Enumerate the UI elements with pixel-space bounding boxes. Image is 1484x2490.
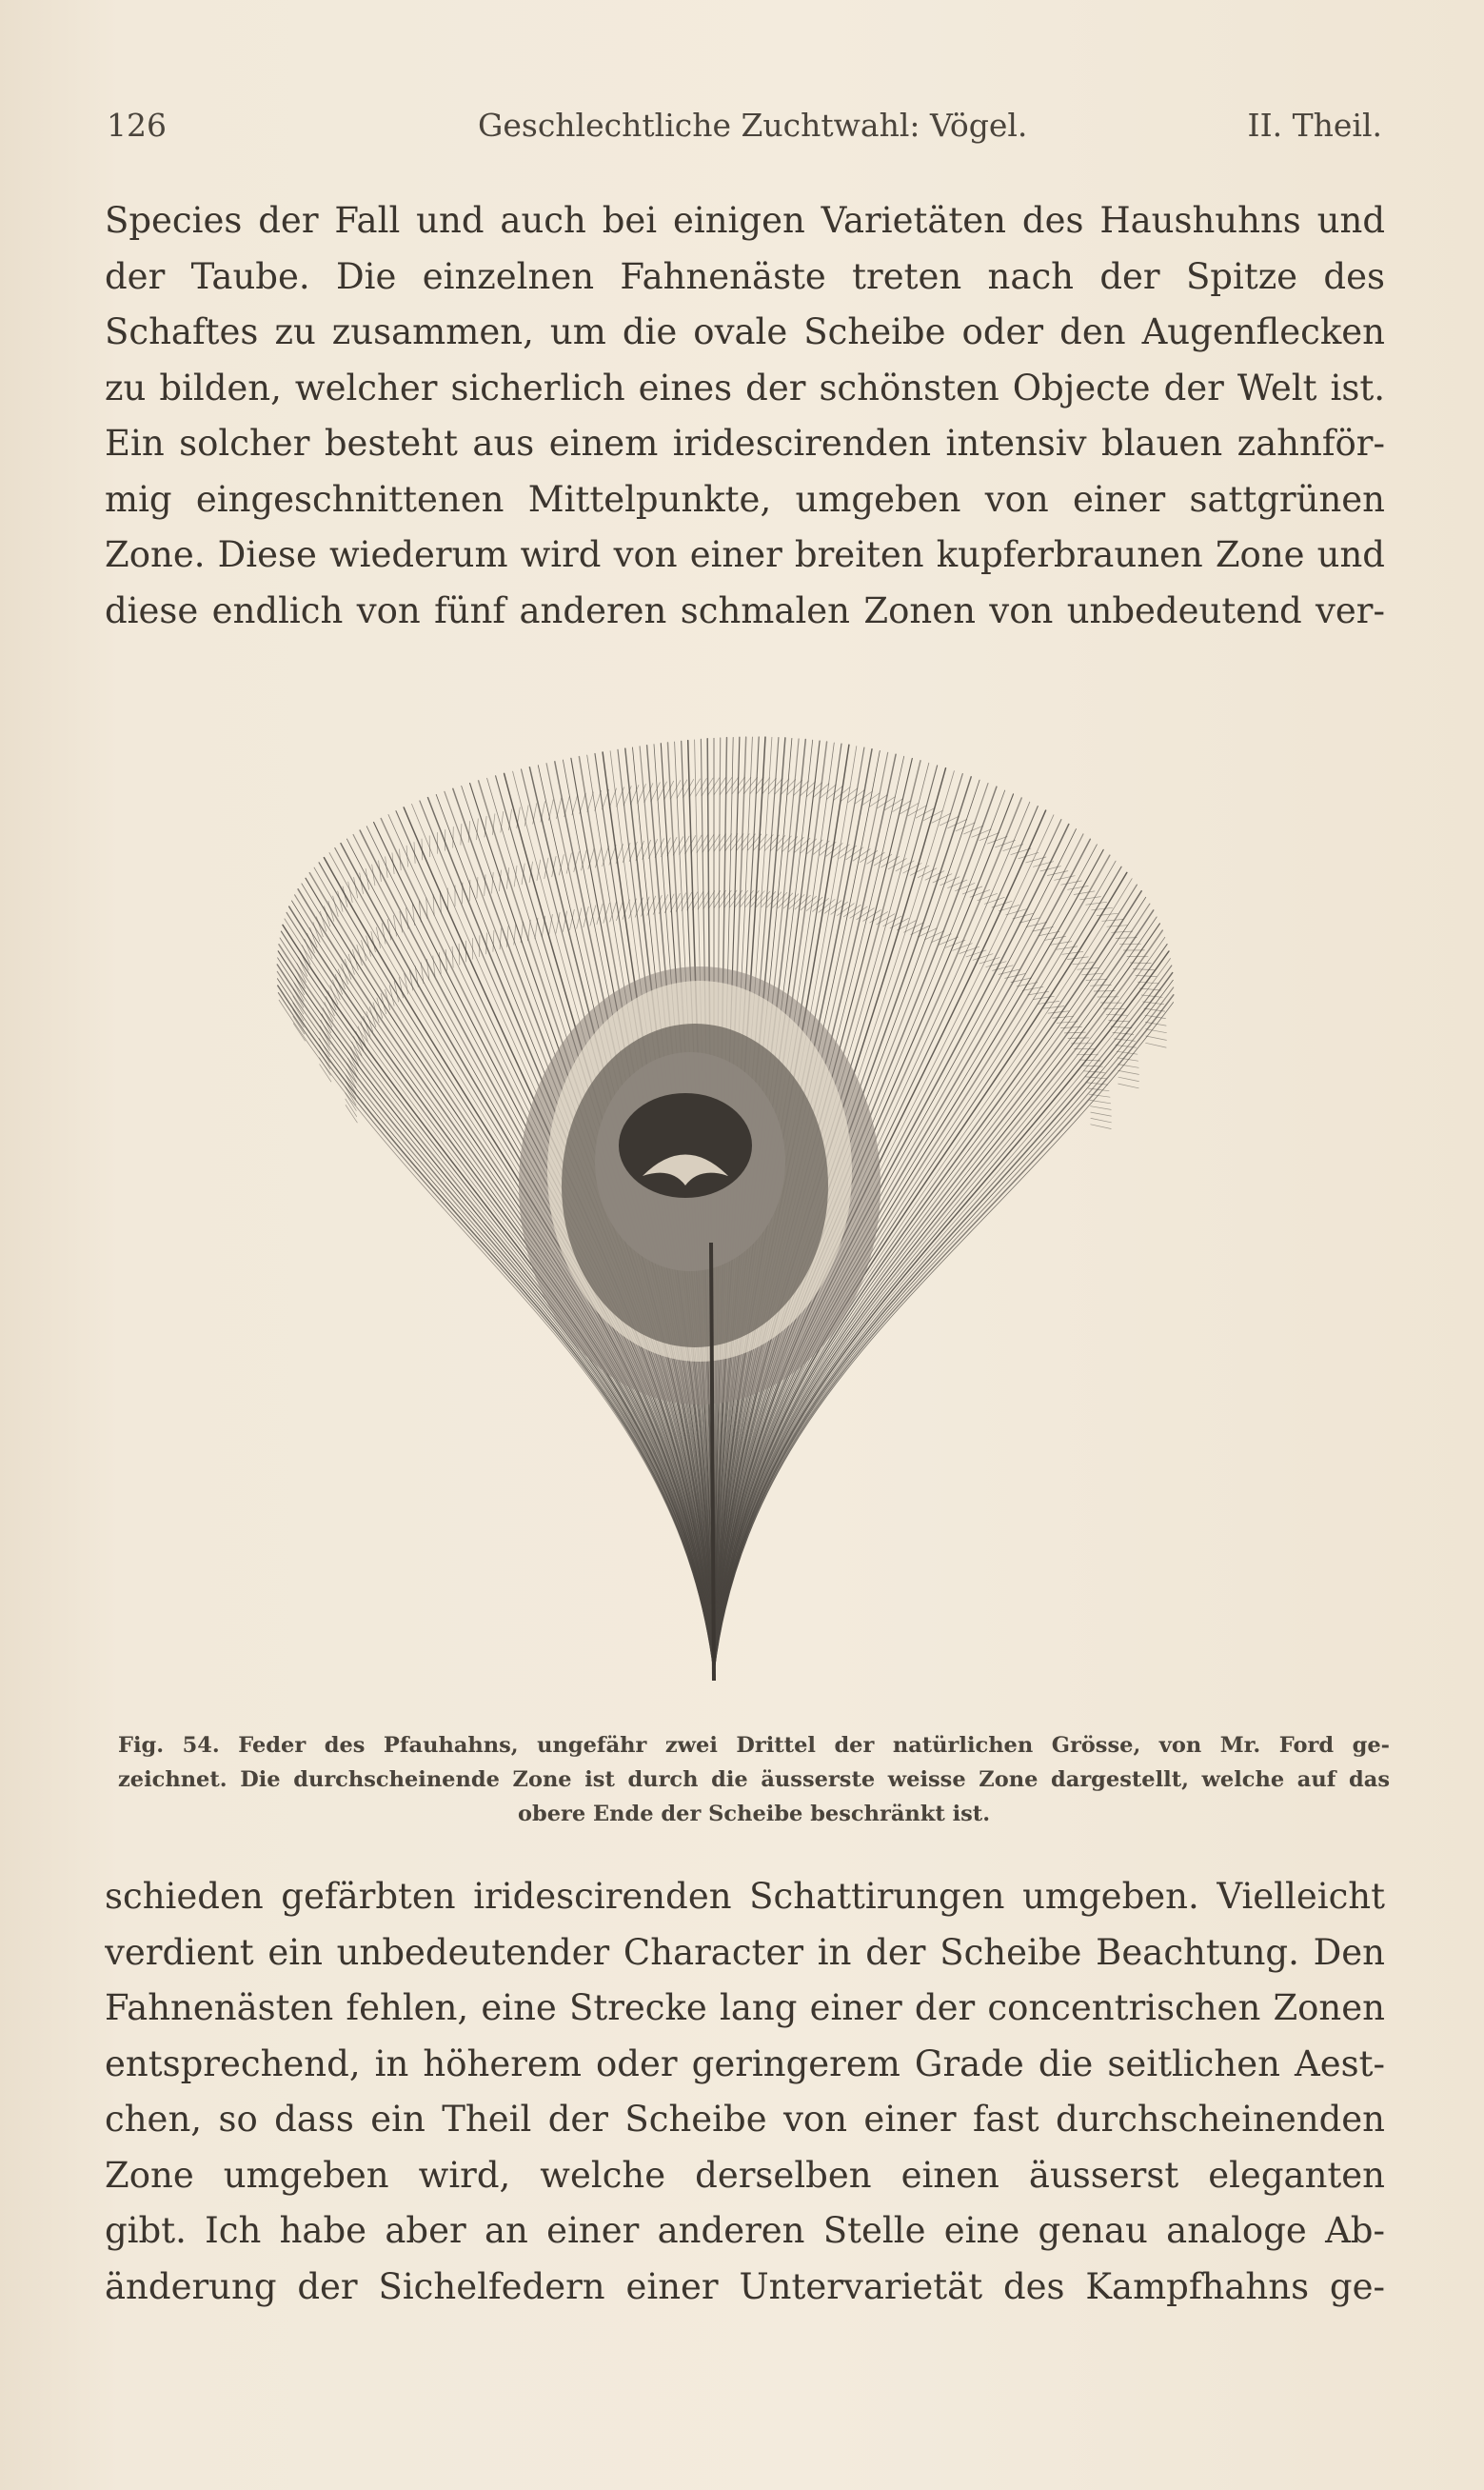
text-line: verdient ein unbedeutender Character in der Scheibe Beachtung. Den [105, 1931, 1385, 1973]
feather-filament [806, 897, 822, 910]
feather-filament [1057, 946, 1078, 949]
feather-filament [529, 862, 532, 883]
figure-caption [118, 1728, 1390, 1831]
part-label: II. Theil. [1247, 107, 1382, 144]
feather-filament [524, 806, 528, 827]
feather-filament [850, 906, 867, 918]
feather-filament [452, 946, 453, 967]
feather-filament [843, 905, 861, 917]
feather-filament [603, 847, 609, 867]
feather-filament [528, 920, 531, 941]
feather-filament [1078, 967, 1098, 969]
feather-filament [1118, 1077, 1139, 1081]
feather-filament [857, 908, 875, 920]
feather-filament [783, 894, 799, 908]
feather-filament [762, 891, 776, 906]
feather-filament [522, 864, 524, 885]
feather-filament [387, 919, 391, 940]
feather-filament [1080, 897, 1101, 900]
feather-filament [325, 906, 330, 926]
feather-filament [564, 796, 570, 816]
feather-filament [392, 853, 394, 874]
feather-filament [986, 962, 1006, 967]
caption-line: Fig. 54. Feder des Pfauhahns, ungefähr zwei Drittel der natürlichen Grösse, von Mr. Ford ge- [118, 1733, 1390, 1758]
feather-filament [486, 933, 487, 954]
feather-filament [673, 837, 683, 855]
feather-filament [767, 892, 782, 907]
feather-filament [778, 893, 793, 908]
feather-filament [453, 827, 454, 847]
feather-filament [831, 902, 848, 914]
feather-filament [667, 837, 677, 856]
feather-filament [689, 779, 700, 797]
feather-filament [813, 898, 829, 911]
feather-filament [683, 779, 694, 797]
feather-filament [1111, 1026, 1132, 1028]
text-line: mig eingeschnittenen Mittelpunkte, umgeben von einer sattgrünen [105, 478, 1385, 520]
running-title: Geschlechtliche Zuchtwahl: Vögel. [478, 107, 1028, 144]
feather-filament [1053, 1016, 1074, 1018]
feather-filament [1140, 988, 1161, 990]
feather-filament [1086, 979, 1107, 980]
feather-filament [1047, 871, 1068, 876]
page-header [107, 107, 1382, 154]
feather-filament [948, 880, 967, 888]
feather-filament [910, 866, 929, 875]
feather-filament [863, 910, 881, 922]
feather-filament [1102, 920, 1123, 922]
feather-filament [838, 904, 855, 916]
feather-filament [1067, 957, 1088, 960]
page-number: 126 [107, 107, 167, 144]
feather-filament [956, 883, 975, 890]
feather-filament [1136, 975, 1157, 976]
feather-filament [1092, 907, 1113, 910]
feather-filament [1138, 982, 1158, 984]
text-line: zu bilden, welcher sicherlich eines der schönsten Objecte der Welt ist. [105, 367, 1385, 408]
feather-filament [662, 838, 671, 857]
feather-filament [1091, 1112, 1112, 1116]
feather-filament [670, 781, 680, 800]
feather-filament [795, 895, 810, 909]
feather-filament [348, 882, 353, 903]
text-line: Ein solcher besteht aus einem iridescirenden intensiv blauen zahnför- [105, 423, 1385, 464]
feather-filament [533, 804, 537, 825]
feather-filament [1091, 1106, 1112, 1110]
body-text-bottom [105, 1869, 1385, 2315]
feather-filament [1090, 985, 1111, 986]
feather-filament [862, 793, 880, 806]
feather-filament [772, 892, 786, 907]
feather-filament [422, 839, 423, 860]
feather-filament [366, 868, 369, 889]
feather-filament [493, 930, 494, 951]
feather-filament [756, 891, 770, 906]
feather-filament [1118, 1065, 1139, 1068]
feather-filament [1146, 1043, 1167, 1047]
feather-filament [549, 914, 553, 935]
feather-filament [1062, 951, 1083, 954]
feather-filament [824, 901, 841, 913]
text-line: Zone umgeben wird, welche derselben einen äusserst eleganten [105, 2154, 1385, 2196]
feather-filament [1146, 1036, 1167, 1040]
text-line: diese endlich von fünf anderen schmalen Zonen von unbedeutend ver- [105, 589, 1385, 631]
text-line: Schaftes zu zusammen, um die ovale Scheibe oder den Augenflecken [105, 311, 1385, 352]
text-line: Species der Fall und auch bei einigen Varietäten des Haushuhns und [105, 200, 1385, 241]
feather-filament [670, 893, 680, 912]
feather-filament [962, 886, 982, 894]
feather-filament [572, 795, 578, 815]
feather-filament [1034, 996, 1055, 999]
feather-filament [1074, 891, 1095, 895]
feather-filament [1091, 1125, 1112, 1129]
feather-filament [801, 896, 817, 910]
feather-filament [751, 891, 764, 907]
feather-filament [580, 793, 585, 813]
feather-filament [1091, 1118, 1112, 1122]
feather-filament [1113, 1032, 1134, 1034]
feather-filament [1097, 913, 1118, 915]
feather-filament [322, 1014, 331, 1033]
feather-filament [885, 799, 903, 810]
text-line: Zone. Diese wiederum wird von einer breiten kupferbraunen Zone und [105, 534, 1385, 575]
feather-filament [789, 895, 804, 909]
caption-line: zeichnet. Die durchscheinende Zone ist durch die äusserste weisse Zone dargestellt, welche auf das [118, 1767, 1390, 1792]
feather-filament [725, 834, 738, 851]
feather-filament [1082, 973, 1103, 975]
feather-filament [1078, 1054, 1098, 1055]
feather-filament [1079, 1060, 1100, 1061]
feather-filament [445, 949, 446, 970]
feather-filament [1086, 902, 1107, 905]
feather-filament [966, 950, 986, 957]
feather-filament [979, 958, 999, 964]
feather-filament [1073, 963, 1094, 965]
caption-line: obere Ende der Scheibe beschränkt ist. [517, 1802, 991, 1826]
feather-filament [320, 911, 326, 931]
feather-filament [548, 800, 553, 821]
text-line: chen, so dass ein Theil der Scheibe von einer fast durchscheinenden [105, 2099, 1385, 2140]
feather-filament [819, 900, 835, 913]
feather-filament [1118, 1084, 1139, 1088]
feather-filament [521, 922, 523, 943]
feather-filament [439, 953, 441, 974]
feather-filament [587, 792, 594, 812]
text-line: änderung der Sichelfedern einer Untervarietät des Kampfhahns ge- [105, 2265, 1385, 2307]
feather-filament [1039, 1001, 1059, 1004]
text-line: schieden gefärbten iridescirenden Schattirungen umgeben. Vielleicht [105, 1876, 1385, 1917]
text-line: entsprechend, in höherem oder geringerem Grade die seitlichen Aest- [105, 2042, 1385, 2084]
feather-filament [541, 802, 545, 823]
feather-filament [459, 944, 460, 965]
feather-filament [1109, 1021, 1130, 1022]
text-line: gibt. Ich habe aber an einer anderen Stelle eine genau analoge Ab- [105, 2210, 1385, 2251]
feather-filament [1146, 1029, 1167, 1033]
feather-filament [1118, 1070, 1139, 1074]
feather-filament [461, 824, 462, 845]
feather-filament [1106, 1014, 1127, 1015]
feather-filament [570, 909, 575, 930]
feather-filament [677, 780, 687, 798]
feather-filament [557, 798, 562, 818]
text-line: Fahnenästen fehlen, eine Strecke lang einer der concentrischen Zonen [105, 1987, 1385, 2028]
feather-filament [676, 893, 685, 911]
text-line: der Taube. Die einzelnen Fahnenäste treten nach der Spitze des [105, 255, 1385, 297]
feather-filament [535, 918, 538, 939]
feather-filament [664, 894, 674, 913]
feather-filament [1061, 881, 1082, 885]
feather-filament [1048, 1011, 1069, 1013]
feather-filament [346, 1106, 357, 1123]
feather-filament [1141, 995, 1162, 997]
feather-filament [973, 954, 993, 961]
peacock-feather-figure [167, 690, 1333, 1690]
feather-filament [537, 860, 541, 881]
feather-filament [559, 855, 564, 875]
feather-filament [372, 865, 375, 886]
feather-filament [1055, 876, 1076, 881]
feather-filament [386, 857, 387, 878]
body-text-top [105, 193, 1385, 639]
feather-filament [680, 836, 690, 854]
peacock-feather-icon [167, 690, 1333, 1690]
feather-filament [993, 966, 1013, 971]
feather-filament [1068, 886, 1089, 889]
feather-filament [1043, 1006, 1064, 1009]
